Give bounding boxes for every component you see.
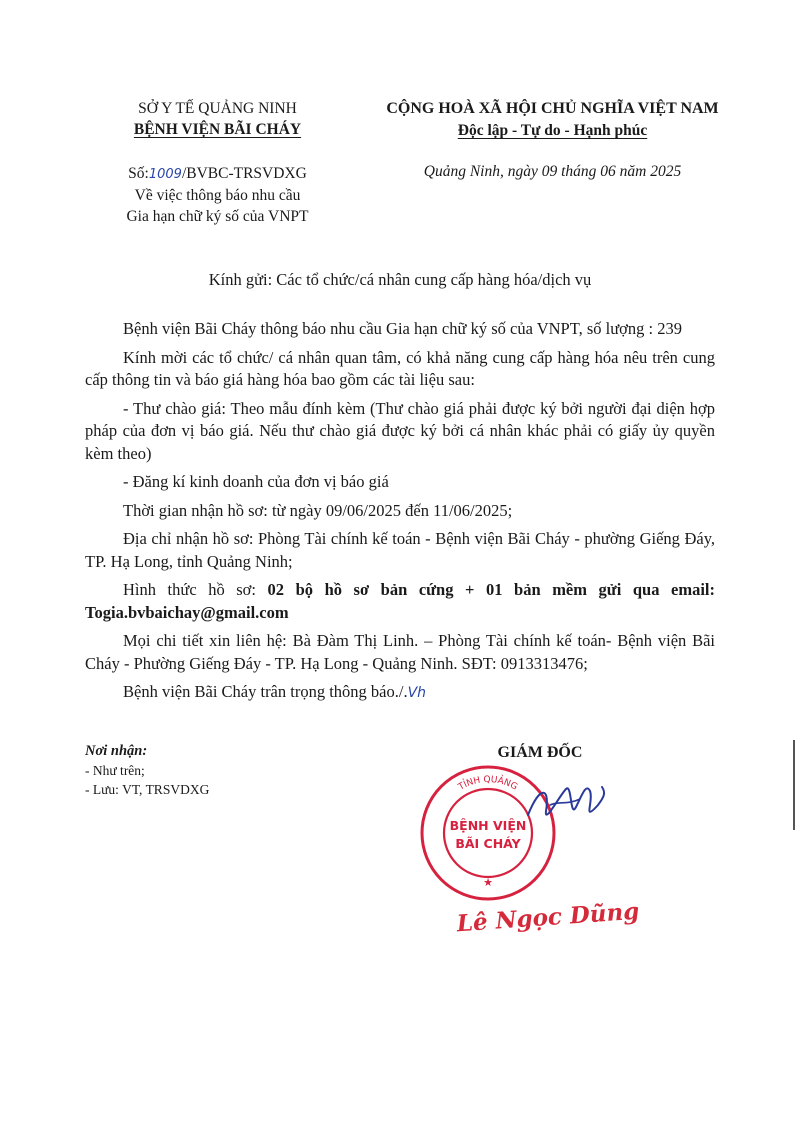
scan-edge-divider bbox=[793, 740, 795, 830]
submission-label: Hình thức hồ sơ: bbox=[123, 580, 268, 599]
seal-line-1: BỆNH VIỆN bbox=[449, 818, 527, 833]
recipients-line-2: - Lưu: VT, TRSVDXG bbox=[85, 782, 210, 797]
document-body bbox=[85, 318, 715, 711]
seal-outer-text: TỈNH QUẢNG bbox=[456, 774, 519, 793]
number-prefix: Số: bbox=[128, 165, 149, 182]
paragraph-invitation: Kính mời các tổ chức/ cá nhân quan tâm, có khả năng cung cấp hàng hóa nêu trên cung cấp thông tin và báo giá hàng hóa bao gồm các tài liệu sau: bbox=[85, 347, 715, 389]
seal-line-2: BÃI CHÁY bbox=[455, 836, 521, 851]
paragraph-business-registration: - Đăng kí kinh doanh của đơn vị báo giá bbox=[123, 472, 389, 491]
paragraph-quote-letter: - Thư chào giá: Theo mẫu đính kèm (Thư chào giá phải được ký bởi người đại diện hợp pháp của đơn vị báo giá. Nếu thư chào giá được ký bởi cá nhân khác phải có giấy ủy quyền kèm theo) bbox=[85, 398, 715, 463]
subject-line-1: Về việc thông báo nhu cầu bbox=[134, 187, 301, 204]
paragraph-closing bbox=[85, 681, 715, 705]
signature-scribble-icon bbox=[520, 775, 610, 835]
recipients-title: Nơi nhận: bbox=[85, 743, 148, 759]
seal-star-icon: ★ bbox=[483, 876, 493, 889]
recipients-line-1: - Như trên; bbox=[85, 763, 145, 778]
paragraph-announcement: Bệnh viện Bãi Cháy thông báo nhu cầu Gia hạn chữ ký số của VNPT, số lượng : 239 bbox=[123, 319, 682, 338]
number-code: /BVBC-TRSVDXG bbox=[181, 165, 307, 182]
closing-text: Bệnh viện Bãi Cháy trân trọng thông báo./. bbox=[123, 682, 408, 701]
handwritten-initials: Vh bbox=[407, 685, 427, 701]
recipient-line: Kính gửi: Các tổ chức/cá nhân cung cấp hàng hóa/dịch vụ bbox=[208, 270, 592, 289]
national-motto: Độc lập - Tự do - Hạnh phúc bbox=[457, 122, 648, 139]
paragraph-contact: Mọi chi tiết xin liên hệ: Bà Đàm Thị Linh. – Phòng Tài chính kế toán- Bệnh viện Bãi Cháy - Phường Giếng Đáy - TP. Hạ Long - Quảng Ninh. SĐT: 0913313476; bbox=[85, 631, 715, 673]
submission-details: 02 bộ hồ sơ bản cứng + 01 bản mềm gửi qua email: Togia.bvbaichay@gmail.com bbox=[85, 580, 715, 622]
national-title: CỘNG HOÀ XÃ HỘI CHỦ NGHĨA VIỆT NAM bbox=[386, 100, 719, 117]
issuer-department: SỞ Y TẾ QUẢNG NINH bbox=[138, 100, 297, 117]
signer-name: Lê Ngọc Dũng bbox=[455, 897, 641, 938]
paragraph-receipt-address: Địa chỉ nhận hồ sơ: Phòng Tài chính kế toán - Bệnh viện Bãi Cháy - phường Giếng Đáy, TP. Hạ Long, tỉnh Quảng Ninh; bbox=[85, 529, 715, 571]
recipients-list bbox=[85, 742, 345, 799]
issue-date: Quảng Ninh, ngày 09 tháng 06 năm 2025 bbox=[423, 163, 682, 180]
handwritten-number: 1009 bbox=[148, 167, 182, 182]
issuer-hospital: BỆNH VIỆN BÃI CHÁY bbox=[133, 121, 302, 138]
issuer-header bbox=[85, 98, 350, 140]
signer-title: GIÁM ĐỐC bbox=[497, 744, 583, 761]
paragraph-submission-form bbox=[85, 579, 715, 624]
paragraph-receipt-time: Thời gian nhận hồ sơ: từ ngày 09/06/2025 đến 11/06/2025; bbox=[123, 500, 513, 520]
document-reference bbox=[85, 163, 350, 227]
document-number bbox=[85, 163, 350, 185]
national-header bbox=[350, 98, 755, 142]
subject-line-2: Gia hạn chữ ký số của VNPT bbox=[126, 208, 309, 225]
